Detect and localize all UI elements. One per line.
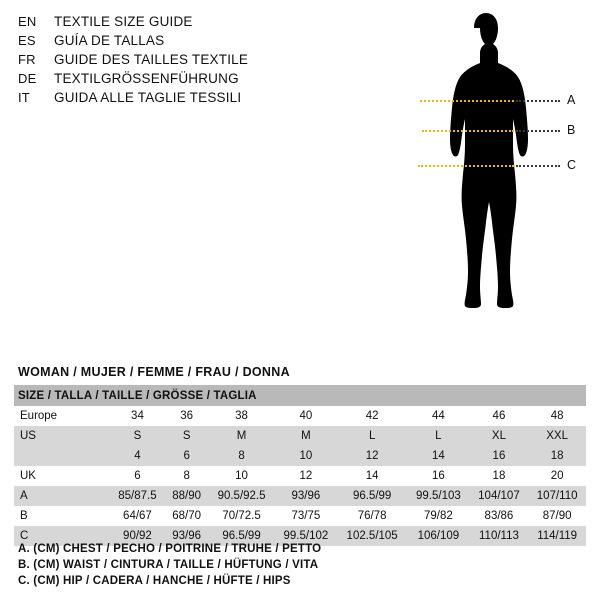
table-cell: 107/110 [528, 486, 586, 506]
table-cell: 10 [208, 466, 274, 486]
table-row [14, 426, 586, 446]
table-row [14, 446, 586, 466]
table-cell: XXL [528, 426, 586, 446]
table-cell: 106/109 [407, 526, 469, 546]
table-row [14, 486, 586, 506]
table-cell: 6 [110, 466, 165, 486]
table-cell: 6 [165, 446, 209, 466]
table-cell: 38 [208, 406, 274, 426]
row-label: C [14, 526, 110, 546]
table-cell: 93/96 [165, 526, 209, 546]
table-cell: 16 [407, 466, 469, 486]
row-label: UK [14, 466, 110, 486]
table-cell: M [208, 426, 274, 446]
table-row [14, 406, 586, 426]
measurement-legend [18, 543, 578, 591]
measure-line-chest-extension [516, 100, 560, 102]
language-row [18, 52, 418, 71]
table-cell: 70/72.5 [208, 506, 274, 526]
table-cell: 114/119 [528, 526, 586, 546]
table-cell: 85/87.5 [110, 486, 165, 506]
table-cell: 93/96 [275, 486, 337, 506]
table-cell: 99.5/102 [275, 526, 337, 546]
table-cell: 20 [528, 466, 586, 486]
language-row [18, 90, 418, 109]
table-cell: 40 [275, 406, 337, 426]
table-cell: 18 [528, 446, 586, 466]
measure-label-b: B [567, 123, 576, 137]
table-cell: 73/75 [275, 506, 337, 526]
table-cell: 8 [208, 446, 274, 466]
language-text: GUÍA DE TALLAS [54, 33, 165, 48]
table-cell: 96.5/99 [208, 526, 274, 546]
language-row [18, 71, 418, 90]
table-cell: 90.5/92.5 [208, 486, 274, 506]
table-cell: S [165, 426, 209, 446]
language-text: GUIDE DES TAILLES TEXTILE [54, 52, 249, 67]
language-text: TEXTILE SIZE GUIDE [54, 14, 193, 29]
table-cell: 48 [528, 406, 586, 426]
section-title: WOMAN / MUJER / FEMME / FRAU / DONNA [18, 365, 290, 379]
table-cell: 96.5/99 [337, 486, 407, 506]
table-cell: 64/67 [110, 506, 165, 526]
table-cell: 76/78 [337, 506, 407, 526]
table-cell: 99.5/103 [407, 486, 469, 506]
table-cell: 90/92 [110, 526, 165, 546]
table-cell: 44 [407, 406, 469, 426]
legend-row-waist: B. (CM) WAIST / CINTURA / TAILLE / HÜFTUNG / VITA [18, 559, 319, 571]
table-cell: M [275, 426, 337, 446]
table-cell: 10 [275, 446, 337, 466]
size-table [14, 385, 586, 546]
table-cell: 8 [165, 466, 209, 486]
table-cell: 36 [165, 406, 209, 426]
row-label: B [14, 506, 110, 526]
table-cell: 12 [337, 446, 407, 466]
table-cell: L [337, 426, 407, 446]
row-label: US [14, 426, 110, 446]
table-cell: 68/70 [165, 506, 209, 526]
table-header-row [14, 385, 586, 406]
language-text: GUIDA ALLE TAGLIE TESSILI [54, 90, 242, 105]
table-cell: 88/90 [165, 486, 209, 506]
language-code: EN [18, 14, 37, 29]
table-cell: 83/86 [470, 506, 529, 526]
table-cell: 18 [470, 466, 529, 486]
female-silhouette-icon [412, 8, 592, 368]
language-code: FR [18, 52, 36, 67]
legend-row-hip: C. (CM) HIP / CADERA / HANCHE / HÜFTE / HIPS [18, 575, 291, 587]
language-code: DE [18, 71, 37, 86]
row-label [14, 446, 110, 466]
table-cell: 79/82 [407, 506, 469, 526]
measure-line-hip [418, 165, 514, 167]
language-text: TEXTILGRÖSSENFÜHRUNG [54, 71, 239, 86]
table-cell: 104/107 [470, 486, 529, 506]
measure-line-chest [420, 100, 514, 102]
table-cell: S [110, 426, 165, 446]
measure-label-a: A [567, 93, 576, 107]
female-body-figure [412, 8, 592, 368]
row-label: A [14, 486, 110, 506]
table-cell: 16 [470, 446, 529, 466]
language-code: ES [18, 33, 36, 48]
table-row [14, 466, 586, 486]
table-cell: 4 [110, 446, 165, 466]
table-cell: 34 [110, 406, 165, 426]
table-cell: 87/90 [528, 506, 586, 526]
language-code: IT [18, 90, 30, 105]
language-row [18, 33, 418, 52]
measure-line-hip-extension [516, 165, 560, 167]
table-cell: 14 [337, 466, 407, 486]
table-cell: L [407, 426, 469, 446]
row-label: Europe [14, 406, 110, 426]
language-list [18, 14, 418, 109]
table-cell: XL [470, 426, 529, 446]
table-cell: 102.5/105 [337, 526, 407, 546]
table-cell: 14 [407, 446, 469, 466]
legend-row-chest: A. (CM) CHEST / PECHO / POITRINE / TRUHE / PETTO [18, 543, 322, 555]
table-cell: 12 [275, 466, 337, 486]
table-header-label: SIZE / TALLA / TAILLE / GRÖSSE / TAGLIA [14, 385, 586, 406]
language-row [18, 14, 418, 33]
measure-line-waist [422, 130, 514, 132]
table-cell: 42 [337, 406, 407, 426]
table-row [14, 506, 586, 526]
measure-label-c: C [567, 158, 577, 172]
table-cell: 46 [470, 406, 529, 426]
table-cell: 110/113 [470, 526, 529, 546]
measure-line-waist-extension [516, 130, 560, 132]
